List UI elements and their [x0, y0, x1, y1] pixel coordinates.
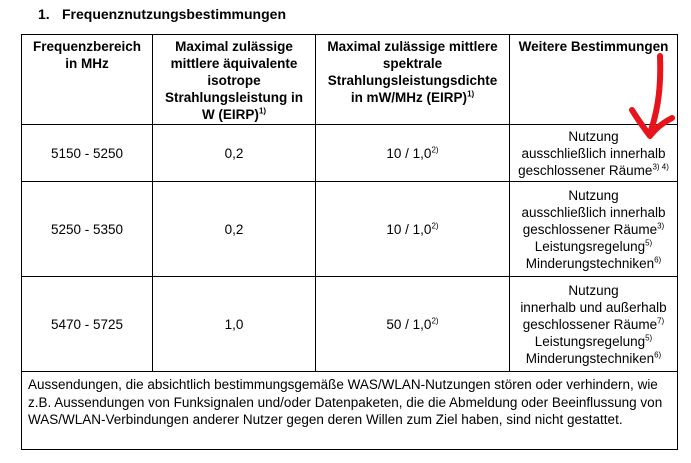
provision-line: Minderungstechniken$^{6)}$: [525, 255, 662, 271]
table-row: [22, 277, 678, 372]
cell-eirp: 0,2: [153, 182, 316, 277]
provision-line: Leistungsregelung$^{5)}$: [534, 238, 653, 254]
footnote-text: Aussendungen, die absichtlich bestimmungsgemäße WAS/WLAN-Nutzungen stören oder verhindern, wie z.B. Aussendungen von Funksignalen und/oder Datenpaketen, die die Abmeldung oder Beeinflussung von WAS/WLAN-Verbindungen anderer Nutzer gegen deren Willen zum Ziel haben, sind nicht gestattet.: [22, 372, 678, 450]
table-row: [22, 182, 678, 277]
provision-line: Nutzung: [568, 128, 619, 144]
cell-eirp: 0,2: [153, 125, 316, 182]
section-number: 1.: [38, 6, 50, 22]
header-further-provisions: Weitere Bestimmungen: [510, 35, 678, 125]
provision-line: Minderungstechniken$^{6)}$: [525, 350, 662, 366]
provision-line: innerhalb und außerhalb: [520, 299, 667, 315]
provision-line: ausschließlich innerhalb: [521, 204, 666, 220]
cell-density: 10 / 1,0$^{2)}$: [316, 182, 510, 277]
cell-eirp: 1,0: [153, 277, 316, 372]
provision-line: geschlossener Räume$^{3) 4)}$: [518, 162, 669, 178]
cell-density: 10 / 1,0$^{2)}$: [316, 125, 510, 182]
provision-line: Nutzung: [568, 187, 619, 203]
section-title: Frequenznutzungsbestimmungen: [62, 6, 286, 22]
header-frequency-range: Frequenzbereich in MHz: [22, 35, 153, 125]
cell-further-provisions: [510, 182, 678, 277]
table-header-row: [22, 35, 678, 125]
cell-frequency-range: 5150 - 5250: [22, 125, 153, 182]
provision-line: geschlossener Räume$^{3)}$: [522, 221, 665, 237]
provision-line: Nutzung: [568, 282, 619, 298]
table-footnote-row: [22, 372, 678, 450]
red-arrow-icon: [620, 48, 680, 148]
header-max-eirp: Maximal zulässige mittlere äquivalente isotrope Strahlungsleistung in W (EIRP)$^{1)}$: [153, 35, 316, 125]
header-max-spectral-density: Maximal zulässige mittlere spektrale Strahlungsleistungsdichte in mW/MHz (EIRP)$^{1)}$: [316, 35, 510, 125]
cell-density: 50 / 1,0$^{2)}$: [316, 277, 510, 372]
cell-further-provisions: [510, 277, 678, 372]
provision-line: Leistungsregelung$^{5)}$: [534, 333, 653, 349]
section-heading: [38, 6, 286, 22]
provision-line: geschlossener Räume$^{7)}$: [522, 316, 665, 332]
provision-line: ausschließlich innerhalb: [521, 145, 666, 161]
cell-frequency-range: 5470 - 5725: [22, 277, 153, 372]
frequency-table: [21, 34, 678, 450]
table-row: [22, 125, 678, 182]
cell-frequency-range: 5250 - 5350: [22, 182, 153, 277]
